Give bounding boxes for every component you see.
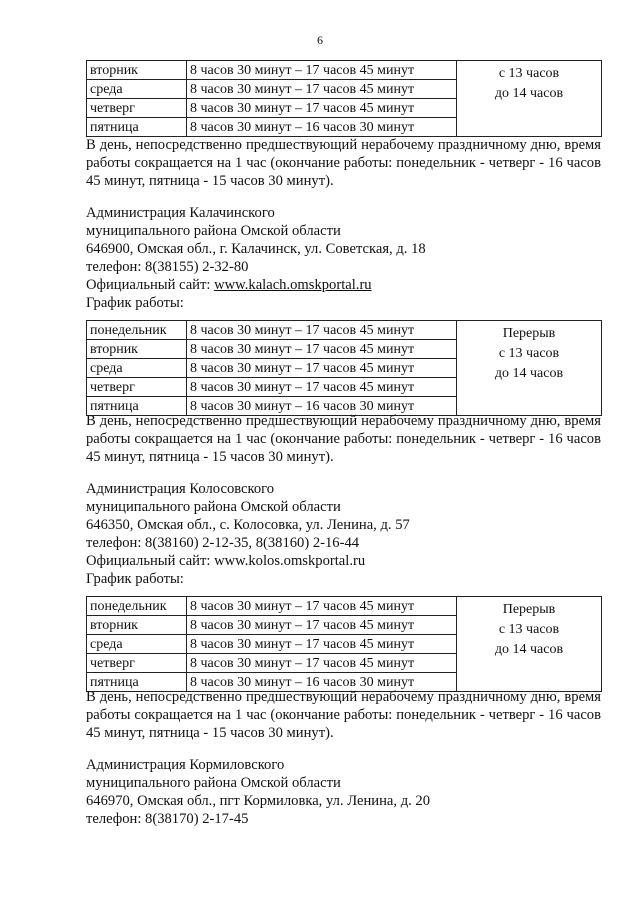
- day-cell: среда: [87, 80, 187, 99]
- org-title: Администрация Калачинского: [86, 205, 275, 221]
- schedule-label: График работы:: [86, 295, 184, 311]
- org-title: Администрация Колосовского: [86, 481, 275, 497]
- day-cell: понедельник: [87, 597, 187, 616]
- kormilovka-info: [86, 756, 601, 828]
- hours-cell: 8 часов 30 минут – 16 часов 30 минут: [187, 673, 457, 692]
- org-phone: телефон: 8(38155) 2-32-80: [86, 259, 249, 275]
- day-cell: среда: [87, 635, 187, 654]
- schedule-table-2: [86, 320, 602, 416]
- day-cell: четверг: [87, 378, 187, 397]
- day-cell: понедельник: [87, 321, 187, 340]
- break-line: Перерыв: [502, 326, 556, 341]
- day-cell: вторник: [87, 61, 187, 80]
- schedule-label: График работы:: [86, 571, 184, 587]
- org-district: муниципального района Омской области: [86, 499, 341, 515]
- org-district: муниципального района Омской области: [86, 775, 341, 791]
- hours-cell: 8 часов 30 минут – 16 часов 30 минут: [187, 118, 457, 137]
- kolosovka-info: [86, 480, 601, 588]
- pre-holiday-note: В день, непосредственно предшествующий нерабочему праздничному дню, время работы сокращается на 1 час (окончание работы: понедельник - четверг - 16 часов 45 минут, пятница - 15 часов 30 минут).: [86, 689, 601, 741]
- hours-cell: 8 часов 30 минут – 17 часов 45 минут: [187, 61, 457, 80]
- schedule-table-3: [86, 596, 602, 692]
- day-cell: четверг: [87, 654, 187, 673]
- hours-cell: 8 часов 30 минут – 17 часов 45 минут: [187, 80, 457, 99]
- org-address: 646970, Омская обл., пгт Кормиловка, ул. Ленина, д. 20: [86, 793, 431, 809]
- hours-cell: 8 часов 30 минут – 17 часов 45 минут: [187, 616, 457, 635]
- hours-cell: 8 часов 30 минут – 16 часов 30 минут: [187, 397, 457, 416]
- day-cell: пятница: [87, 673, 187, 692]
- page-number: 6: [317, 33, 323, 47]
- org-title: Администрация Кормиловского: [86, 757, 285, 773]
- hours-cell: 8 часов 30 минут – 17 часов 45 минут: [187, 99, 457, 118]
- day-cell: вторник: [87, 340, 187, 359]
- schedule-table-1: [86, 60, 602, 137]
- break-line: с 13 часов: [498, 66, 560, 81]
- org-phone: телефон: 8(38170) 2-17-45: [86, 811, 249, 827]
- day-cell: пятница: [87, 118, 187, 137]
- kalachinsk-info: [86, 204, 601, 312]
- break-line: до 14 часов: [494, 642, 564, 657]
- hours-cell: 8 часов 30 минут – 17 часов 45 минут: [187, 340, 457, 359]
- break-line: с 13 часов: [498, 346, 560, 361]
- hours-cell: 8 часов 30 минут – 17 часов 45 минут: [187, 321, 457, 340]
- org-district: муниципального района Омской области: [86, 223, 341, 239]
- day-cell: вторник: [87, 616, 187, 635]
- hours-cell: 8 часов 30 минут – 17 часов 45 минут: [187, 654, 457, 673]
- break-line: до 14 часов: [494, 86, 564, 101]
- org-address: 646350, Омская обл., с. Колосовка, ул. Ленина, д. 57: [86, 517, 410, 533]
- pre-holiday-note: В день, непосредственно предшествующий нерабочему праздничному дню, время работы сокращается на 1 час (окончание работы: понедельник - четверг - 16 часов 45 минут, пятница - 15 часов 30 минут).: [86, 137, 601, 189]
- break-line: с 13 часов: [498, 622, 560, 637]
- pre-holiday-note: В день, непосредственно предшествующий нерабочему праздничному дню, время работы сокращается на 1 час (окончание работы: понедельник - четверг - 16 часов 45 минут, пятница - 15 часов 30 минут).: [86, 413, 601, 465]
- hours-cell: 8 часов 30 минут – 17 часов 45 минут: [187, 378, 457, 397]
- break-cell: [457, 61, 602, 137]
- day-cell: среда: [87, 359, 187, 378]
- day-cell: пятница: [87, 397, 187, 416]
- hours-cell: 8 часов 30 минут – 17 часов 45 минут: [187, 359, 457, 378]
- org-phone: телефон: 8(38160) 2-12-35, 8(38160) 2-16-44: [86, 535, 360, 551]
- hours-cell: 8 часов 30 минут – 17 часов 45 минут: [187, 635, 457, 654]
- break-cell: [457, 321, 602, 416]
- day-cell: четверг: [87, 99, 187, 118]
- break-line: Перерыв: [502, 602, 556, 617]
- break-line: до 14 часов: [494, 366, 564, 381]
- org-site: Официальный сайт: www.kolos.omskportal.ru: [86, 553, 366, 569]
- break-cell: [457, 597, 602, 692]
- org-address: 646900, Омская обл., г. Калачинск, ул. Советская, д. 18: [86, 241, 426, 257]
- site-label: Официальный сайт:: [86, 277, 215, 293]
- org-site: [86, 276, 601, 294]
- site-link[interactable]: www.kalach.omskportal.ru: [214, 277, 372, 293]
- hours-cell: 8 часов 30 минут – 17 часов 45 минут: [187, 597, 457, 616]
